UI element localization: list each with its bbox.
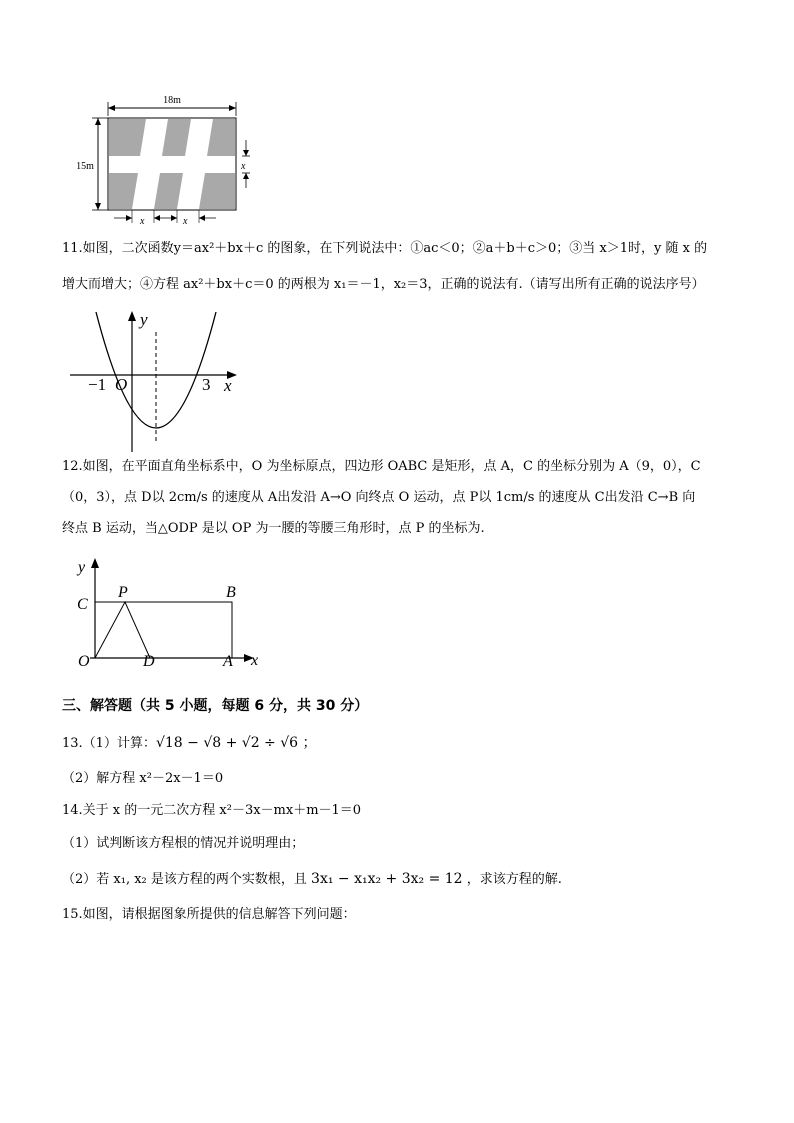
q13-part1-prefix: 13.（1）计算： <box>62 736 156 751</box>
q14-expression: 3x₁ − x₁x₂ + 3x₂ = 12 <box>311 871 463 887</box>
q13-expression: √18 − √8 + √2 ÷ √6 ； <box>155 735 317 751</box>
q13-part1 <box>62 734 317 753</box>
width-label: 18m <box>163 95 181 106</box>
point-p-label: P <box>118 584 128 601</box>
point-c-label: C <box>77 596 88 613</box>
q13-part2: （2）解方程 x²－2x－1＝0 <box>62 771 224 786</box>
rectangle-graph <box>70 552 270 676</box>
section-title: 三、解答题（共 5 小题，每题 6 分，共 30 分） <box>62 698 369 714</box>
neg-one-label: −1 <box>88 375 107 394</box>
plot <box>199 173 235 209</box>
q14-part2-suffix: ，求该方程的解. <box>466 872 562 887</box>
q11-line2: 增大而增大；④方程 ax²＋bx＋c＝0 的两根为 x₁＝－1，x₂＝3，正确的说法有.（请写出所有正确的说法序号） <box>62 277 705 292</box>
q15-stem: 15.如图，请根据图象所提供的信息解答下列问题： <box>62 907 356 922</box>
point-d-label: D <box>143 653 155 670</box>
triangle-odp <box>95 602 150 658</box>
q12-line3: 终点 B 运动，当△ODP 是以 OP 为一腰的等腰三角形时，点 P 的坐标为. <box>62 521 485 536</box>
point-a-label: A <box>223 653 233 670</box>
q14-part2 <box>62 870 562 889</box>
road-label-right: x <box>241 161 246 172</box>
field-figure <box>70 88 260 228</box>
road-label-bottom-2: x <box>183 216 188 227</box>
y-label: y <box>78 559 86 576</box>
parabola-graph <box>66 308 246 456</box>
x-axis-label: x <box>224 376 232 395</box>
point-o-label: O <box>78 653 90 670</box>
q14-part2-prefix: （2）若 x₁, x₂ 是该方程的两个实数根，且 <box>62 872 307 887</box>
plot <box>109 119 146 156</box>
q12-line1: 12.如图，在平面直角坐标系中，O 为坐标原点，四边形 OABC 是矩形，点 A，C 的坐标分别为 A（9，0），C <box>62 459 701 474</box>
q12-line2: （0，3），点 D以 2cm/s 的速度从 A出发沿 A→O 向终点 O 运动，点 P以 1cm/s 的速度从 C出发沿 C→B 向 <box>62 490 696 505</box>
q11-line1: 11.如图，二次函数y＝ax²＋bx＋c 的图象，在下列说法中：①ac＜0；②a＋b＋c＞0；③当 x＞1时，y 随 x 的 <box>62 241 708 256</box>
y-axis-label: y <box>140 310 148 329</box>
height-label: 15m <box>76 161 94 172</box>
origin-label: O <box>115 375 128 394</box>
q14-stem: 14.关于 x 的一元二次方程 x²－3x－mx＋m－1＝0 <box>62 803 362 818</box>
point-b-label: B <box>226 584 236 601</box>
rectangle-oabc <box>95 602 232 658</box>
x-label: x <box>251 652 259 669</box>
q14-part1: （1）试判断该方程根的情况并说明理由； <box>62 836 305 851</box>
road-label-bottom-1: x <box>140 216 145 227</box>
three-label: 3 <box>202 375 211 394</box>
